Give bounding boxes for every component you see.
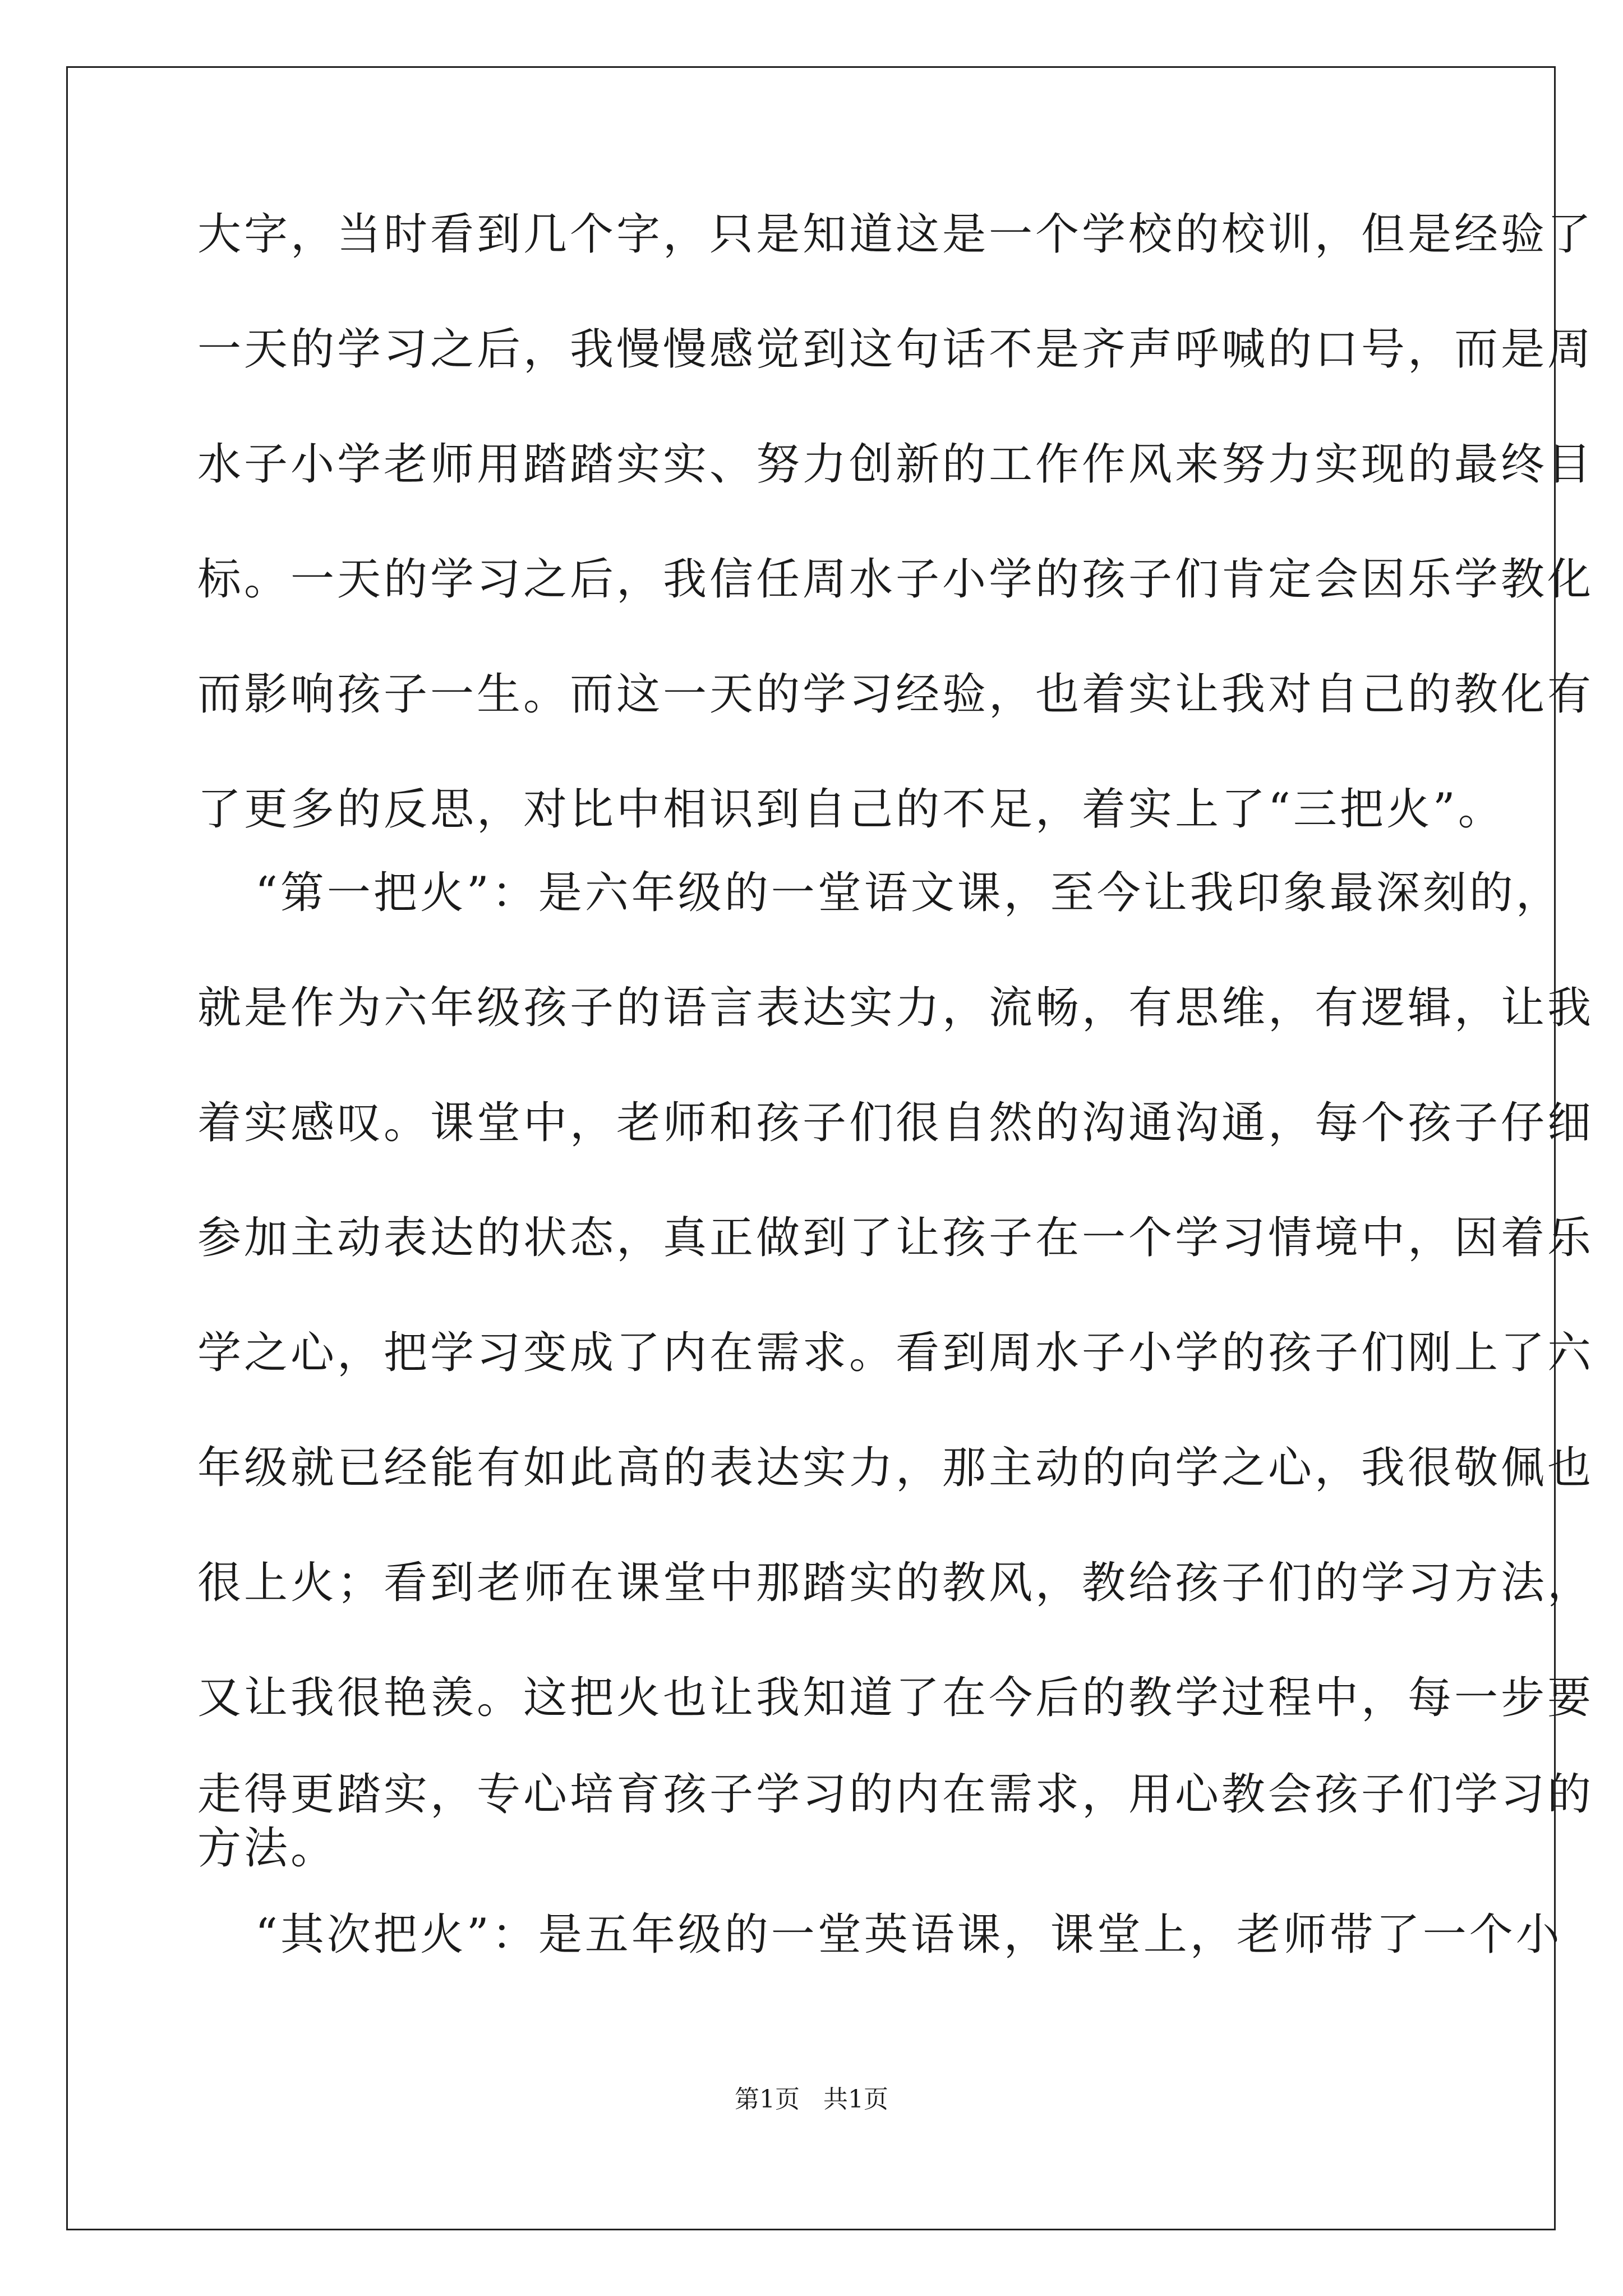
page-footer: 第1页 共1页 <box>735 2085 888 2114</box>
text-line: 了更多的反思，对比中相识到自己的不足，着实上了“三把火”。 <box>197 784 1505 835</box>
text-line: 大字，当时看到几个字，只是知道这是一个学校的校训，但是经验了 <box>197 209 1594 260</box>
text-line: 着实感叹。课堂中，老师和孩子们很自然的沟通沟通，每个孩子仔细 <box>197 1098 1594 1148</box>
paragraph-start-line: “第一把火”：是六年级的一堂语文课，至今让我印象最深刻的， <box>255 868 1562 918</box>
text-line: 一天的学习之后，我慢慢感觉到这句话不是齐声呼喊的口号，而是周 <box>197 324 1594 375</box>
text-line: 水子小学老师用踏踏实实、努力创新的工作作风来努力实现的最终目 <box>197 439 1594 490</box>
text-line: 而影响孩子一生。而这一天的学习经验，也着实让我对自己的教化有 <box>197 669 1594 720</box>
text-line: 很上火；看到老师在课堂中那踏实的教风，教给孩子们的学习方法， <box>197 1558 1594 1608</box>
text-line: 年级就已经能有如此高的表达实力，那主动的向学之心，我很敬佩也 <box>197 1443 1594 1493</box>
text-line: 就是作为六年级孩子的语言表达实力，流畅，有思维，有逻辑，让我 <box>197 983 1594 1033</box>
text-line: 学之心，把学习变成了内在需求。看到周水子小学的孩子们刚上了六 <box>197 1328 1594 1378</box>
text-line: 标。一天的学习之后，我信任周水子小学的孩子们肯定会因乐学教化 <box>197 554 1594 605</box>
text-line: 走得更踏实，专心培育孩子学习的内在需求，用心教会孩子们学习的 <box>197 1769 1594 1820</box>
text-line: 参加主动表达的状态，真正做到了让孩子在一个学习情境中，因着乐 <box>197 1213 1594 1263</box>
paragraph-start-line: “其次把火”：是五年级的一堂英语课，课堂上，老师带了一个小 <box>255 1910 1562 1960</box>
text-line: 又让我很艳羡。这把火也让我知道了在今后的教学过程中，每一步要 <box>197 1673 1594 1723</box>
text-line: 方法。 <box>197 1823 338 1874</box>
